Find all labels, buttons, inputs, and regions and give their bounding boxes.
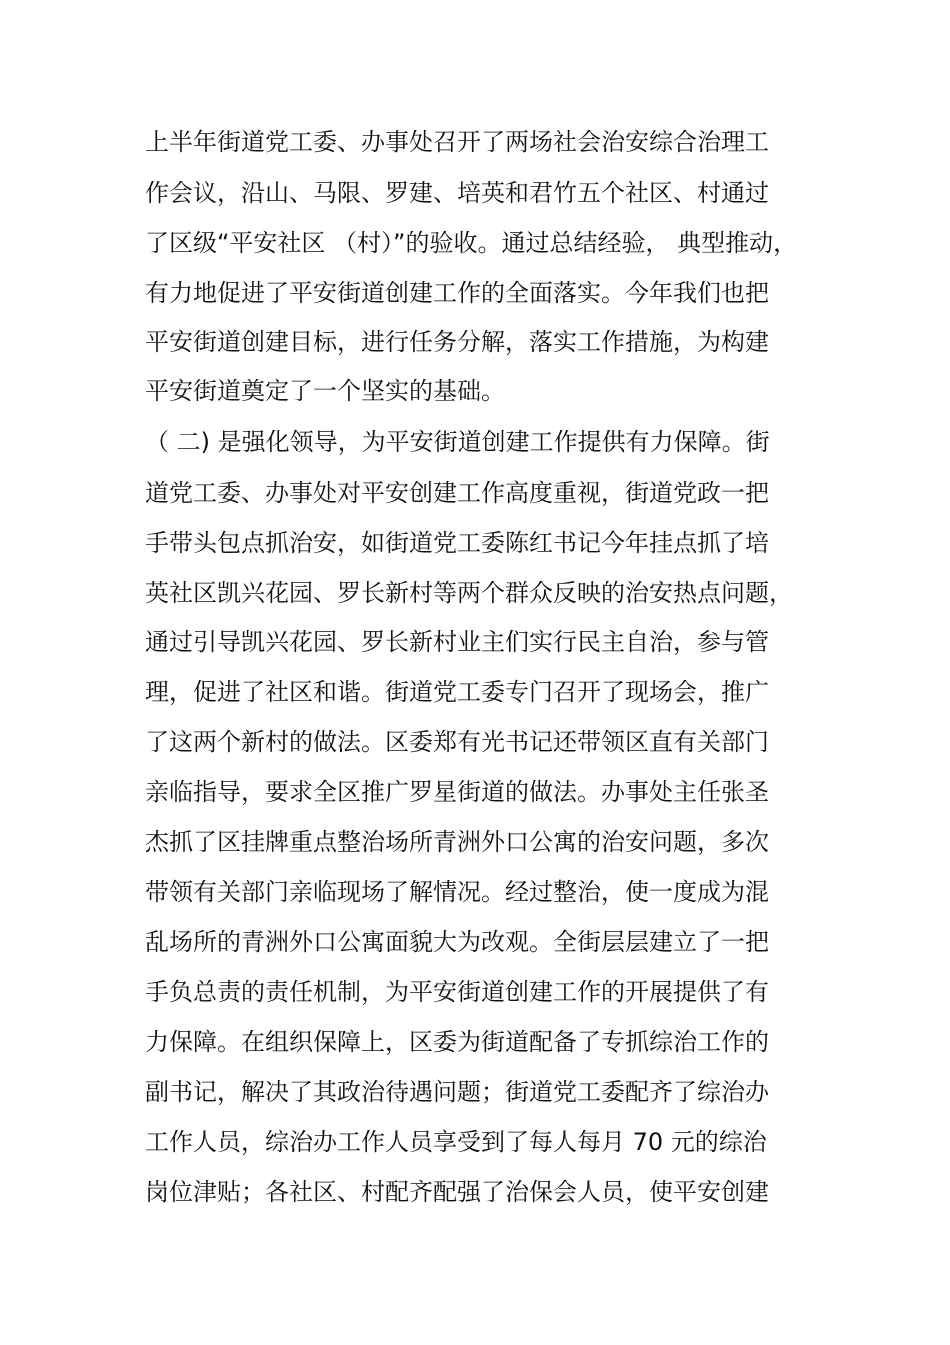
text-line: 通过引导凯兴花园、罗长新村业主们实行民主自治，参与管 bbox=[145, 628, 769, 656]
text-line: 上半年街道党工委、办事处召开了两场社会治安综合治理工 bbox=[145, 128, 769, 156]
text-line: 带领有关部门亲临现场了解情况。经过整治，使一度成为混 bbox=[145, 878, 769, 906]
text-line: 手负总责的责任机制，为平安街道创建工作的开展提供了有 bbox=[145, 978, 769, 1006]
text-line: 力保障。在组织保障上，区委为街道配备了专抓综治工作的 bbox=[145, 1028, 769, 1056]
text-line: 杰抓了区挂牌重点整治场所青洲外口公寓的治安问题，多次 bbox=[145, 828, 769, 856]
text-line: 平安街道创建目标，进行任务分解，落实工作措施，为构建 bbox=[145, 328, 769, 356]
text-line: 理，促进了社区和谐。街道党工委专门召开了现场会，推广 bbox=[145, 678, 769, 706]
text-line: 了这两个新村的做法。区委郑有光书记还带领区直有关部门 bbox=[145, 728, 769, 756]
text-line: 岗位津贴；各社区、村配齐配强了治保会人员，使平安创建 bbox=[145, 1178, 769, 1206]
text-line: 工作人员，综治办工作人员享受到了每人每月 70 元的综治 bbox=[145, 1128, 767, 1156]
text-line: 乱场所的青洲外口公寓面貌大为改观。全街层层建立了一把 bbox=[145, 928, 769, 956]
text-line: 平安街道奠定了一个坚实的基础。 bbox=[145, 377, 505, 405]
text-line: 副书记，解决了其政治待遇问题；街道党工委配齐了综治办 bbox=[145, 1078, 769, 1106]
text-line: 道党工委、办事处对平安创建工作高度重视，街道党政一把 bbox=[145, 479, 769, 507]
text-line: 了区级“平安社区 （村）”的验收。通过总结经验， 典型推动， bbox=[145, 229, 798, 257]
text-line: 英社区凯兴花园、罗长新村等两个群众反映的治安热点问题， bbox=[145, 579, 793, 607]
text-line: 亲临指导，要求全区推广罗星街道的做法。办事处主任张圣 bbox=[145, 778, 769, 806]
text-line: （ 二) 是强化领导，为平安街道创建工作提供有力保障。街 bbox=[145, 428, 770, 456]
text-line: 手带头包点抓治安，如街道党工委陈红书记今年挂点抓了培 bbox=[145, 529, 769, 557]
text-line: 有力地促进了平安街道创建工作的全面落实。今年我们也把 bbox=[145, 279, 769, 307]
text-line: 作会议，沿山、马限、罗建、培英和君竹五个社区、村通过 bbox=[145, 179, 769, 207]
